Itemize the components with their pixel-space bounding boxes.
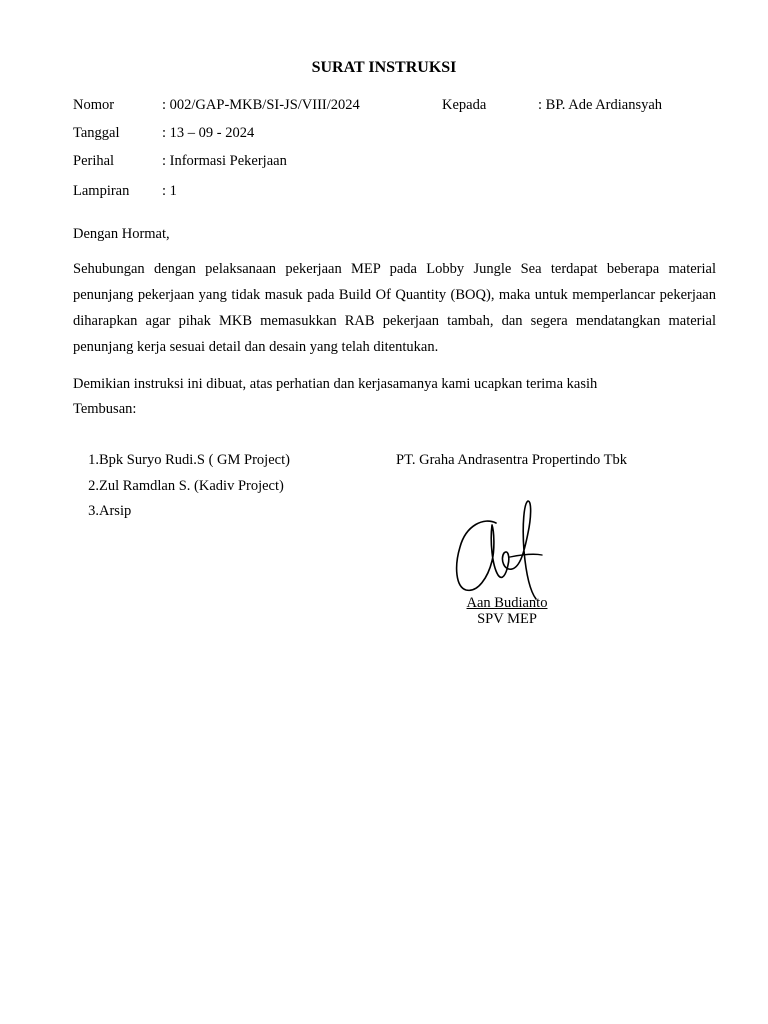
- greeting: Dengan Hormat,: [73, 226, 170, 242]
- kepada-label: Kepada: [442, 97, 487, 113]
- signer-name: Aan Budianto: [466, 595, 548, 611]
- nomor-label: Nomor: [73, 97, 115, 113]
- lampiran-value: : 1: [162, 183, 177, 199]
- perihal-label: Perihal: [73, 153, 115, 169]
- kepada-value: : BP. Ade Ardiansyah: [538, 97, 663, 113]
- cc-number: 3.: [88, 503, 99, 519]
- cc-text: Bpk Suryo Rudi.S ( GM Project): [99, 452, 290, 468]
- lampiran-label: Lampiran: [73, 183, 130, 199]
- body-paragraph: Sehubungan dengan pelaksanaan pekerjaan MEP pada Lobby Jungle Sea terdapat beberapa material penunjang pekerjaan yang tidak masuk pada Build Of Quantity (BOQ), maka untuk memperlancar pekerjaan diharapkan agar pihak MKB memasukkan RAB pekerjaan tambah, dan segera mendatangkan material penunjang kerja sesuai detail dan desain yang telah ditentukan.: [73, 261, 716, 355]
- list-item: [73, 452, 290, 478]
- list-item: [73, 478, 290, 504]
- cc-list: [73, 452, 290, 529]
- letter-title: SURAT INSTRUKSI: [311, 59, 457, 76]
- tembusan-label: Tembusan:: [73, 401, 137, 417]
- closing-sentence: Demikian instruksi ini dibuat, atas perhatian dan kerjasamanya kami ucapkan terima kasih: [73, 376, 598, 392]
- perihal-value: : Informasi Pekerjaan: [162, 153, 287, 169]
- tanggal-label: Tanggal: [73, 125, 120, 141]
- tanggal-value: : 13 – 09 - 2024: [162, 125, 255, 141]
- signer-title: SPV MEP: [477, 611, 537, 627]
- cc-number: 1.: [88, 452, 99, 468]
- company-name: PT. Graha Andrasentra Propertindo Tbk: [396, 452, 628, 468]
- cc-number: 2.: [88, 477, 99, 494]
- handwritten-signature: [448, 495, 548, 603]
- cc-text: Arsip: [99, 503, 132, 519]
- list-item: [73, 503, 290, 529]
- nomor-value: : 002/GAP-MKB/SI-JS/VIII/2024: [162, 97, 360, 113]
- cc-text: Zul Ramdlan S. (Kadiv Project): [99, 477, 284, 494]
